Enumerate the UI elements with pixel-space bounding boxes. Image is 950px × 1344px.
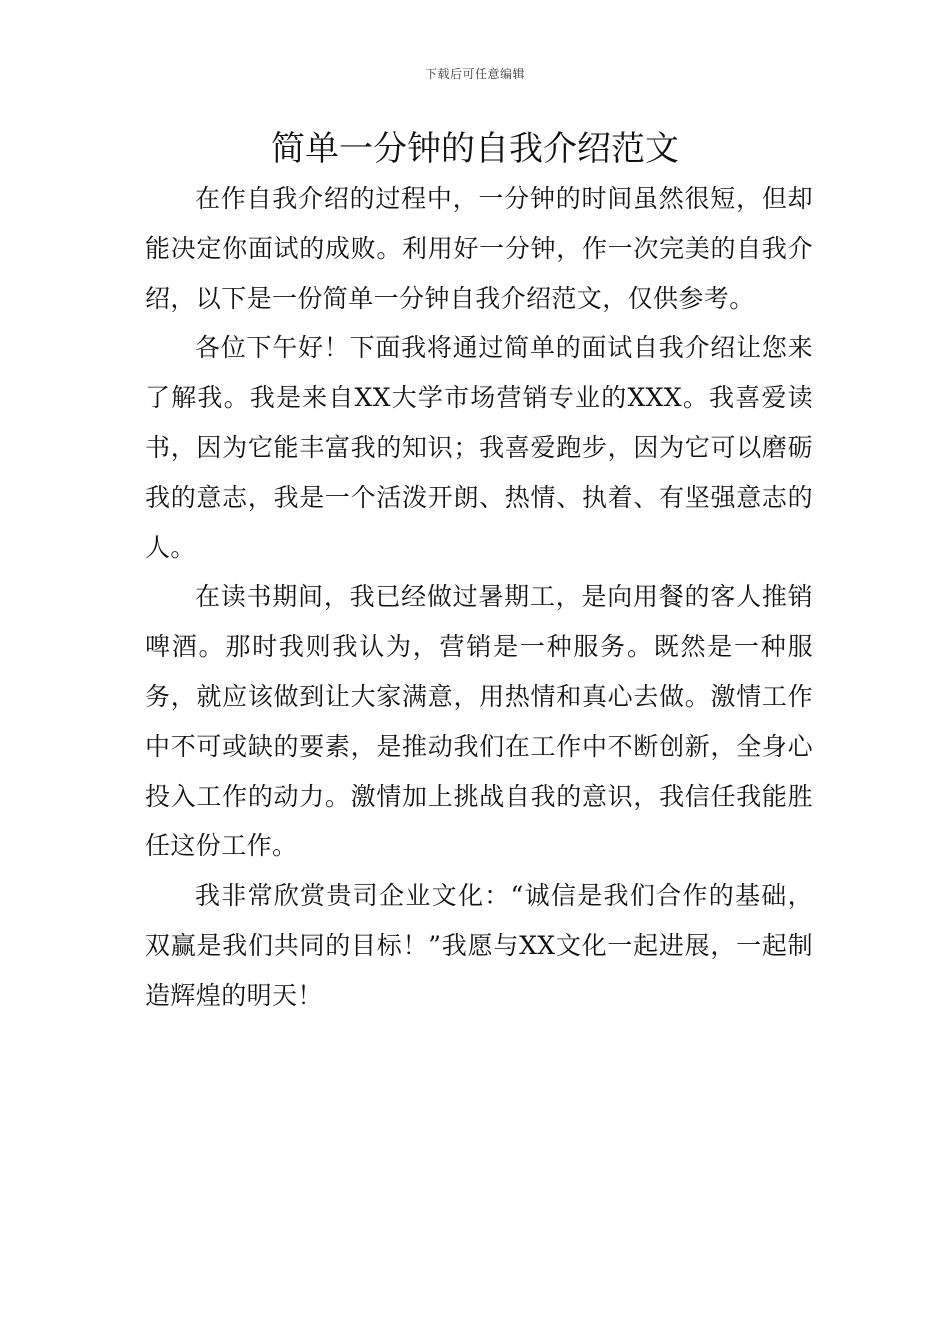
paragraph-greeting: 各位下午好！下面我将通过简单的面试自我介绍让您来了解我。我是来自XX大学市场营销专业的XXX。我喜爱读书，因为它能丰富我的知识；我喜爱跑步，因为它可以磨砺我的意志，我是一个活泼开朗、热情、执着、有坚强意志的人。: [145, 333, 813, 562]
paragraph-experience: 在读书期间，我已经做过暑期工，是向用餐的客人推销啤酒。那时我则我认为，营销是一种服务。既然是一种服务，就应该做到让大家满意，用热情和真心去做。激情工作中不可或缺的要素，是推动我们在工作中不断创新，全身心投入工作的动力。激情加上挑战自我的意识，我信任我能胜任这份工作。: [145, 582, 813, 861]
document-title: 简单一分钟的自我介绍范文: [271, 129, 679, 169]
document-body: [145, 174, 813, 1021]
paragraph-intro: 在作自我介绍的过程中，一分钟的时间虽然很短，但却能决定你面试的成败。利用好一分钟，作一次完美的自我介绍，以下是一份简单一分钟自我介绍范文，仅供参考。: [145, 184, 813, 313]
header-note: 下载后可任意编辑: [424, 67, 525, 81]
paragraph-closing: 我非常欣赏贵司企业文化：“诚信是我们合作的基础，双赢是我们共同的目标！”我愿与XX文化一起进展，一起制造辉煌的明天！: [145, 881, 813, 1010]
